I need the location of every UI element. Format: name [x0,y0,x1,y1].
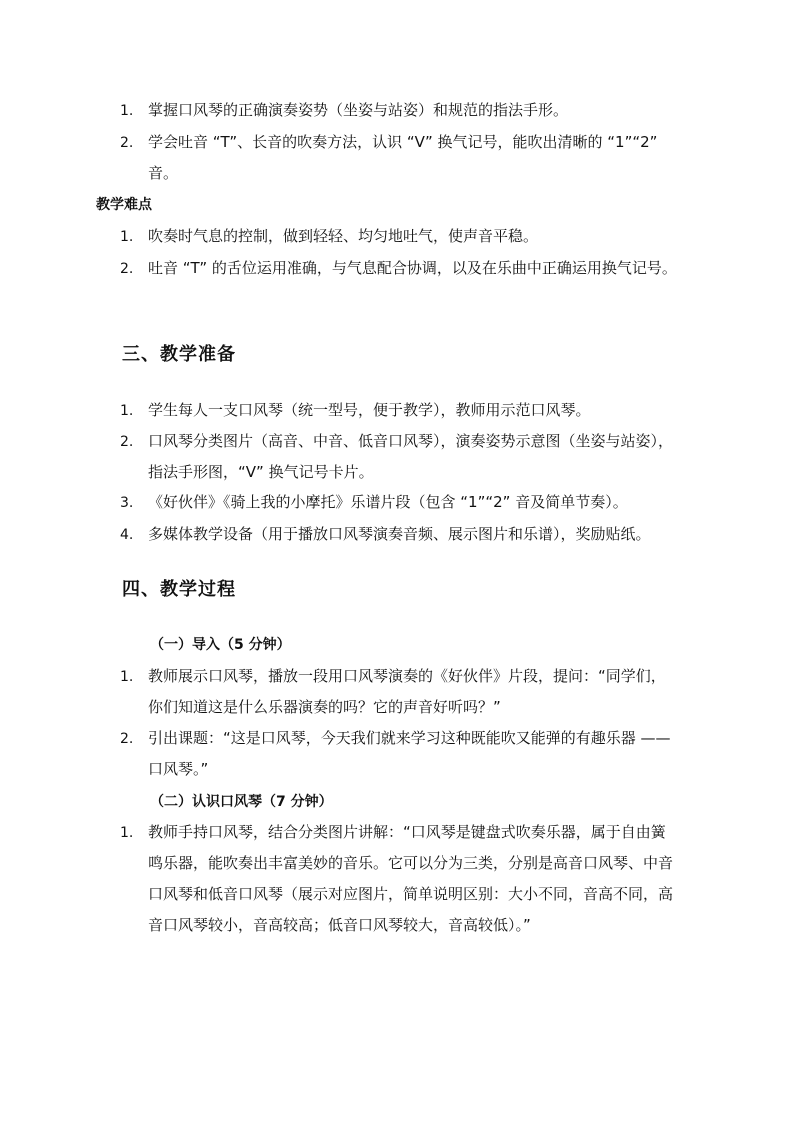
objective-text-2: 学会吐音 “T”、长音的吹奏方法，认识 “V” 换气记号，能吹出清晰的 “1”“2” 音。 [148,133,658,182]
intro-number-2: 2. [120,731,134,747]
difficulties-heading: 教学难点 [96,197,152,213]
difficulty-number-2: 2. [120,261,134,277]
preparation-number-1: 1. [120,403,134,419]
difficulty-text-1: 吹奏时气息的控制，做到轻轻、均匀地吐气，使声音平稳。 [148,227,539,245]
intro-text-1: 教师展示口风琴，播放一段用口风琴演奏的《好伙伴》片段，提问：“同学们，你们知道这是什么乐器演奏的吗？它的声音好听吗？” [148,667,666,716]
preparation-text-1: 学生每人一支口风琴（统一型号，便于教学），教师用示范口风琴。 [148,401,591,419]
intro-number-1: 1. [120,669,134,685]
preparation-text-2: 口风琴分类图片（高音、中音、低音口风琴），演奏姿势示意图（坐姿与站姿），指法手形图，“V” 换气记号卡片。 [148,432,674,481]
preparation-text-4: 多媒体教学设备（用于播放口风琴演奏音频、展示图片和乐谱），奖励贴纸。 [148,525,651,543]
preparation-number-2: 2. [120,434,134,450]
preparation-number-3: 3. [120,495,134,511]
part-title-intro: （一）导入（5 分钟） [150,637,291,653]
objective-number-1: 1. [120,103,134,119]
difficulty-text-2: 吐音 “T” 的舌位运用准确，与气息配合协调，以及在乐曲中正确运用换气记号。 [148,259,677,277]
know-number-1: 1. [120,825,134,841]
preparation-text-3: 《好伙伴》《骑上我的小摩托》乐谱片段（包含 “1”“2” 音及简单节奏）。 [148,493,628,511]
difficulty-number-1: 1. [120,229,134,245]
section-title-process: 四、教学过程 [122,579,236,600]
part-title-know-instrument: （二）认识口风琴（7 分钟） [150,794,333,810]
preparation-number-4: 4. [120,527,134,543]
objective-number-2: 2. [120,135,134,151]
know-text-1: 教师手持口风琴，结合分类图片讲解：“口风琴是键盘式吹奏乐器，属于自由簧鸣乐器，能吹奏出丰富美妙的音乐。它可以分为三类，分别是高音口风琴、中音口风琴和低音口风琴（展示对应图片，简单说明区别：大小不同，音高不同，高音口风琴较小，音高较高；低音口风琴较大，音高较低）。” [148,823,674,934]
intro-text-2: 引出课题：“这是口风琴，今天我们就来学习这种既能吹又能弹的有趣乐器 —— 口风琴。” [148,729,671,778]
objective-text-1: 掌握口风琴的正确演奏姿势（坐姿与站姿）和规范的指法手形。 [148,101,569,119]
section-title-preparation: 三、教学准备 [122,344,236,365]
